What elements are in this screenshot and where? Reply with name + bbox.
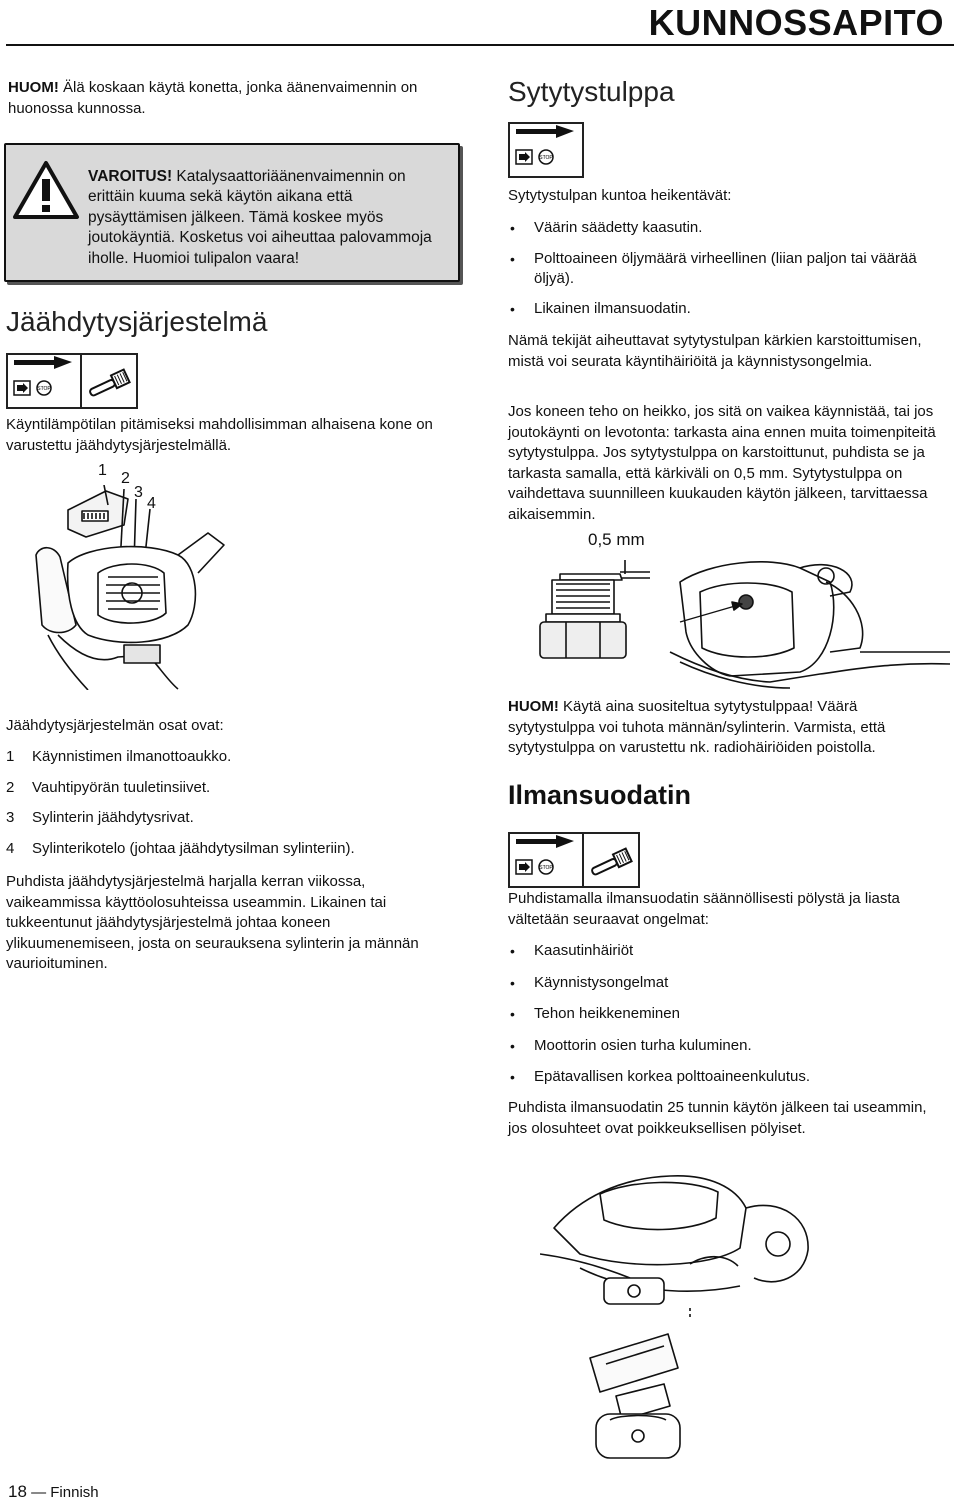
filter-bullets [508,941,948,1088]
filter-outro: Puhdista ilmansuodatin 25 tunnin käytön jälkeen tai useammin, jos olosuhteet ovat poikkeuksellisen pölyiset. [508,1099,927,1137]
figure-label-1: 1 [98,462,107,479]
huom-note-2 [508,697,948,759]
list-text: Sylinterikotelo (johtaa jäähdytysilman sylinteriin). [32,839,355,857]
spark-plug-heading: Sytytystulppa [508,76,675,107]
huom-text: Käytä aina suositeltua sytytystulppaa! Väärä sytytystulppa voi tuhota männän/sylinterin. Varmista, että sytytystulppa on varustettu nk. radiohäiriöiden poistolla. [508,698,886,756]
brush-icon [584,834,638,886]
spark-interval-icon-box [508,122,584,178]
gap-label: 0,5 mm [588,530,645,549]
spark-plug-illustration [530,552,960,692]
list-item: • Polttoaineen öljymäärä virheellinen (liian paljon tai väärää öljyä). [508,249,956,290]
interval-icon-box [6,353,82,409]
brush-icon [82,355,136,407]
stop-icon-label: STOP [539,865,553,871]
warning-triangle-icon [12,160,80,220]
header-rule [6,44,954,46]
list-item [6,808,456,828]
list-item: • Tehon heikkeneminen [508,1004,948,1025]
list-item [6,839,456,859]
arrow-right-icon [510,834,582,886]
list-number: 1 [6,748,15,765]
list-item: • Likainen ilmansuodatin. [508,299,956,320]
page-footer [8,1482,99,1502]
warning-body: Katalysaattoriäänenvaimennin on erittäin kuuma sekä käytön aikana että pysäyttämisen jälkeen. Tämä koskee myös joutokäyntiä. Kosketus voi aiheuttaa palovammoja iholle. Huomioi tulipalon vaara! [88,167,432,267]
figure-label-4: 4 [147,495,156,512]
list-item: • Epätavallisen korkea polttoaineenkulutus. [508,1067,948,1088]
list-text: Sylinterin jäähdytysrivat. [32,809,194,826]
figure-label-3: 3 [134,484,143,501]
list-item [6,778,456,798]
huom-label: HUOM! [8,79,59,96]
page-title: KUNNOSSAPITO [648,2,944,43]
figure-label-2: 2 [121,470,130,487]
cooling-heading: Jäähdytysjärjestelmä [6,306,268,337]
list-number: 3 [6,809,15,826]
arrow-right-icon [510,124,582,176]
air-filter-illustration [540,1158,840,1463]
huom-text: Älä koskaan käytä konetta, jonka äänenvaimennin on huonossa kunnossa. [8,79,418,117]
list-text: Vauhtipyörän tuuletinsiivet. [32,778,211,796]
parts-heading: Jäähdytysjärjestelmän osat ovat: [6,717,224,734]
spark-intro: Sytytystulpan kuntoa heikentävät: [508,187,732,204]
cooling-cleaning-text: Puhdista jäähdytysjärjestelmä harjalla kerran viikossa, vaikeammissa käyttöolosuhteissa useammin. Likainen tai tukkeentunut jäähdytysjärjestelmä johtaa koneen ylikuumenemiseen, josta on seurauksena sylinterin ja männän vaurioituminen. [6,873,419,972]
page-number: 18 [8,1482,27,1501]
filter-intro: Puhdistamalla ilmansuodatin säännöllisesti pölystä ja liasta vältetään seuraavat ongelmat: [508,890,900,928]
filter-brush-icon-box [582,832,640,888]
huom-note [8,78,458,119]
filter-interval-icon-box [508,832,584,888]
list-number: 4 [6,839,15,857]
spark-paragraph-1: Nämä tekijät aiheuttavat sytytystulpan kärkien karstoittumisen, mistä voi seurata käyntihäiriöitä ja käynnistysongelmia. [508,332,922,370]
arrow-right-icon [8,355,80,407]
warning-label: VAROITUS! [88,167,173,185]
stop-icon-label: STOP [37,386,51,392]
cooling-system-illustration [28,485,228,690]
air-filter-heading: Ilmansuodatin [508,780,692,810]
list-text: Käynnistimen ilmanottoaukko. [32,748,232,765]
list-item: • Käynnistysongelmat [508,973,948,994]
stop-icon-label: STOP [539,155,553,161]
warning-text [88,167,448,270]
list-item: • Väärin säädetty kaasutin. [508,218,956,239]
footer-language: Finnish [50,1484,99,1501]
footer-dash: — [31,1484,47,1501]
list-number: 2 [6,778,15,796]
list-item: • Moottorin osien turha kuluminen. [508,1036,948,1057]
huom-label: HUOM! [508,698,559,715]
spark-bullets [508,218,956,319]
brush-icon-box [80,353,138,409]
list-item [6,747,456,767]
parts-list [6,747,456,869]
cooling-intro: Käyntilämpötilan pitämiseksi mahdollisimman alhaisena kone on varustettu jäähdytysjärjestelmällä. [6,416,433,454]
list-item: • Kaasutinhäiriöt [508,941,948,962]
spark-paragraph-2: Jos koneen teho on heikko, jos sitä on vaikea käynnistää, tai jos joutokäynti on levotonta: tarkasta aina ennen muita toimenpiteitä sytytystulppa. Jos sytytystulppa on karstoittunut, puhdista se ja tarkasta samalla, että kärkiväli on 0,5 mm. Sytytystulppa on vaihdettava suunnilleen kuukauden käytön jälkeen, tarvittaessa aikaisemmin. [508,403,936,523]
